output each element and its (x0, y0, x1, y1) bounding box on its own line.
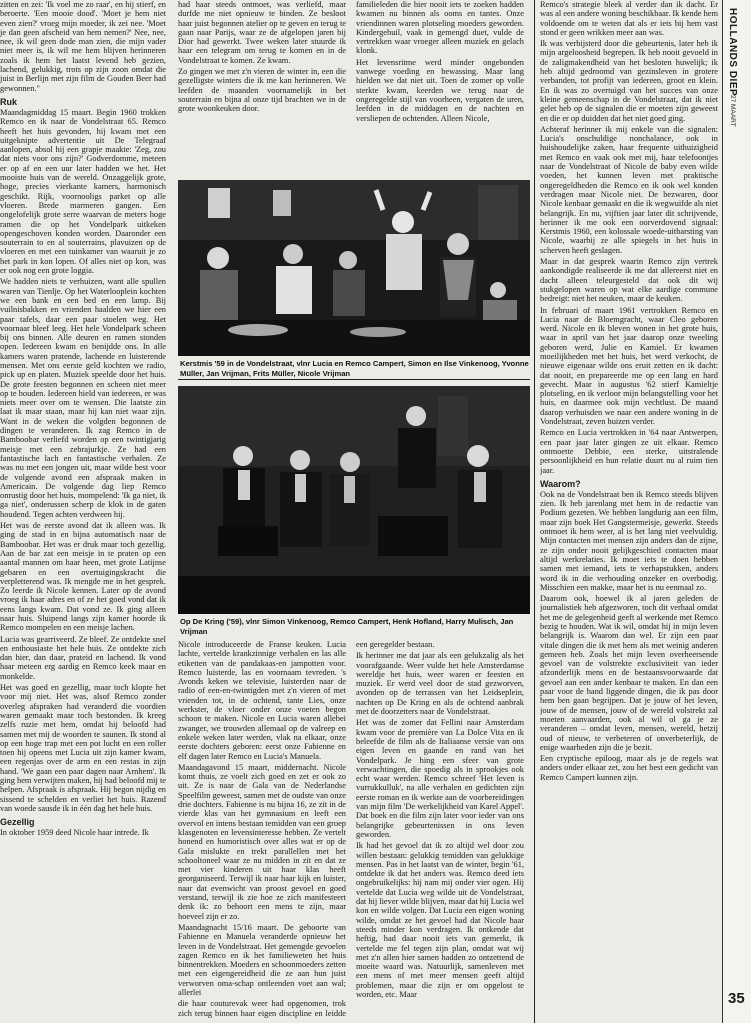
magazine-title: HOLLANDS DIEP (727, 8, 738, 97)
paragraph: had haar steeds ontmoet, was verliefd, maar durfde me niet opnieuw te binden. Ze besloot haar juist begonnen atelier op te geven en terug te gaan naar Parijs, waar ze de afgelopen jaren bij Dior had gewerkt. Twee weken later stuurde ik haar een telegram om terug te komen en in de Vondelstraat te komen. Ze kwam. (178, 0, 346, 65)
photo-christmas-party (178, 180, 530, 356)
paragraph: Daarom ook, hoewel ik al jaren geleden de journalistiek heb afgezworen, toch dit verhaal omdat het me de gelegenheid geeft al werkende met Remco bezig te houden. Wat ik wil, omdat hij in mijn leven belangrijk is. Waarom dan wel. Er zijn een paar vitale dingen die ik met hem als met weinig anderen gemeen heb. Zoals het mijn leven overheersende gevoel van de volstrekte exclusiviteit van ieder afzonderlijk mens en de bestaansvoorwaarde dat gevoel aan een ander kenbaar te maken. En dan een paar voor de hand liggende dingen, die ik pas door hem ben gaan begrijpen. Dat je jouw of het leven, jouw of de mensen, jouw of de wereld volstrekt zal moeten aanvaarden, ook al wil ol ga je ze veranderen – omdat leven, mensen, wereld, hetzij oud of nieuw, te verbeteren of onverbeterlijk, de enige waarheden zijn die je bezit. (540, 594, 718, 752)
paragraph: Een cryptische epiloog, maar als je de regels wat anders onder elkaar zet, zou het best een gedicht van Remco Campert kunnen zijn. (540, 754, 718, 782)
article-column-3 (178, 640, 524, 1023)
paragraph: Remco en Lucia vertrokken in '64 naar Antwerpen, een paar jaar later gingen ze uit elkaar. Remco ontmoette Debbie, een sterke, uitstralende persoonlijkheid en hun relatie duurt nu al ruim tien jaar. (540, 428, 718, 475)
photo-de-kring (178, 386, 530, 614)
paragraph: Het was de zomer dat Fellini naar Amsterdam kwam voor de première van La Dolce Vita en ik beleefde de film als de Italiaanse versie van ons eigen leven en gaande en rand van het Vondelpark. Je hing een sfeer van grote verwachtingen, die spoedig als in sprookjes ook echt waar werden. Remco schreef 'Het leven is vurrukkulluk', na alle verhalen en gedichten zijn eerste roman en ik werkte aan de voorbereidingen van mijn film 'De werkelijkheid van Karel Appel'. Dat boek en die film zijn later voor ieder van ons belangrijke gebeurtenissen in ons leven geworden. (356, 718, 524, 839)
page-sidebar (722, 0, 751, 1023)
paragraph: Ook na de Vondelstraat ben ik Remco steeds blijven zien. Ik heb jarenlang met hem in de redactie van Podium gezeten. We hebben langdurig aan een film, maar zijn boek Het Gangstermeisje, gewerkt. Steeds ontmoet ik hem weer, al is het lang niet veelvuldig. Mijn contacten met mensen zijn anders dan de zijne, ze zijn onder nooit gelijkgeschied contacten maar altijd werkrelaties. Ik moet iets te doen hebben samen met iemand, iets te verhapstukken, anders word ik in die verhouding onzeker en overbodig. Misschien een makke, maar het is nu eenmaal zo. (540, 489, 718, 592)
paragraph: Ik was verbijsterd door die gebeurtenis, later heb ik mijn argeloosheid begrepen. Ik heb nooit gevoeld in de zaligmakendheid van het besloten huwelijk; ik heb altijd gedroomd van gezinsleven in grotere verbanden, tot profijt van iedereen, groot en klein. En ik was zo overtuigd van het succes van onze kleine gemeenschap in de Vondelstraat, dat ik niet gelet heb op de signalen die er moeten zijn geweest en die er op duidden dat het niet goed ging. (540, 39, 718, 123)
paragraph: We hadden niets te verhuizen, want alle spullen waren van Tienlje. Op het Waterlooplein kochten we een bank en een bed en een lamp. Bij vuilnisbakken en vrienden haalden we hier een paar tafels, daar een paar stoelen weg. Het voornaar bleef leeg. Het hele Vondelpark scheen bij ons binnen. Alle deuren en ramen stonden open. Iedereen kwam en benijdde ons. In alle kamers waren pratende, lachende en luisterende mensen. Met ons eerste geld kochten we radio, pick up en platen. Muziek speelde door het huis. De grote feesten begonnen en scheen niet meer op te houden. Iedereen hield van iedereen, er was niets meer over om te wensen. Die laatste zin laat ik maar staan, maar hij kan niet waar zijn. Want in de weken die volgden begonnen de dingen te veranderen. Ik zag Remco in de Bamboobar verliefd worden op een twintigjarig meisje met een zebrajurkje. Ze had een fantastische lach en fantastische verhalen. Ze was nu met een jongen uit, maar wilde best voor de volgende avond een afspraak maken in Americain. De volgende dag liep Remco onrustig door het huis, mompelend: 'Ik ga niet, ik ga niet', onderussen scherp de klok in de gaten houdend. Tegen achten verdween hij. (0, 277, 166, 519)
paragraph: Het levensritme werd minder ongebonden vanwege voeding en bewassing. Maar lang hielden we dat niet uit. Toen de zomer op volle sterkte kwam, keerden we terug naar de ongeregelde stijl van voorheen, vergaten de uren, leefden in de middagen en de nachten en versliepen de ochtenden. Alleen Nicole, (356, 57, 524, 123)
paragraph: In oktober 1959 deed Nicole haar intrede. Ik (0, 828, 149, 838)
paragraph: die haar couturevak weer had opgenomen, trok zich terug binnen haar eigen discipline en leidde een geregelder bestaan. (178, 640, 435, 1018)
photo-caption-christmas: Kerstmis '59 in de Vondelstraat, vlnr Lucia en Remco Campert, Simon en Ilse Vinkenoog, Yvonne Müller, Jan Vrijman, Frits Müller, Nicole Vrijman (180, 359, 529, 378)
paragraph: Maandagavond 15 maart, middernacht. Nicole komt thuis, ze voelt zich goed en zet er ook zo uit. Ze is naar de Gala van de Nederlandse Speelfilm geweest, samen met de oudste van onze drie dochters. Fabienne is nu bijna 16, ze zit in de vierde klas van het gymnasium en leeft een overvol en intens bestaan temidden van een groep klasgenoten en levensinteresse hebben. Ze vertelt honend en humoristisch over alles wat er op de Gala mislukte en trekt parallellen met het schooltoneel waar ze nu midden in zit en dat ze met vier kinderen uit haar klas heeft georganiseerd. Terwijl ik naar haar kijk en luister, naar dat evenwicht van proost gevoel en goed verstand, terwijl ik zie hoe ze zich manifesteert denk ik: zo behoort een mens te zijn, maar hoeveel zijn er zo. (178, 762, 346, 921)
paragraph: Lucia was gearriveerd. Ze bleef. Ze ontdekte snel en enthousiaste het hele huis. Ze ontdekte zich dan hier, dan daar, prateid en lachend. Ik vond haar meteen erg aardig en Remco keek maar en monkelde. (0, 634, 166, 681)
article-column-2 (178, 0, 524, 178)
paragraph: Maandagmiddag 15 maart. Begin 1960 trokken Remco en ik naar de Vondelstraat 65. Remco heeft het huis gevonden, hij kwam met een uitgeknipte advertentie uit De Telegraaf aanlopen, absol hij een grapje maakte: 'Zeg, zou dat niets voor ons zijn?' Godverdomme, meteen er op af en een uur later hadden we het. Het mooiste huis van de wereld. Onzaggelijk grote, hoge, precies vierkante kamers, harmonisch geschikt. Rijk, voornooligs parket op alle vloeren. Brede marmeren gangen. Een ongelofelijk grote serre waarvan de meters hoge ramen die op het Vondelpark uitkeken opengeschoven konden worden. Daaronder een souterrain to en al souterrains, plavuizen op de vloeren en met een tuinkamer van waaruit je zo het park in kon lopen. Of alles niet op kon, was er ook nog een grote loggia. (0, 107, 166, 276)
paragraph: Het was de eerste avond dat ik alleen was. Ik ging de stad in en bijna automatisch naar de Bamboobar. Het was er druk maar toch gezellig. Aan de bar zat een meisje in te praten op een aantal mannen om haar heen, met grote Latijnse gebaren en een overtuigingskracht die verpletterend was. Ik mengde me in het gesprek. Zo leerde ik Nicole kennen. Later op de avond vroeg ik haar adres en of ze het goed vond dat ik eens langs kwam. Dat vond ze. Ik ging alleen naar huis. Sluipend langs zijn kamer hoorde ik Remco mompelen en een meisje lachen. (0, 521, 166, 633)
caption-divider (178, 379, 530, 380)
paragraph: Het was goed en gezellig, maar toch klopte het voor mij niet. Het was, alsof Remco zonder overleg afspraken had veranderd die voordien waren gemaakt maar toch bestonden. Ik kreeg zelfs ruzie met hem, omdat hij beloofd had samen met mij de woorden te saunen. Ik stond al op een hoge trap met een pot lucht en een roller toen hij opeens met Lucia uit zijn kamer kwam, een regenjas over de arm en een restas in zijn hand. 'We gaan een paar dagen naar Arnhem'. Ik ging hem verwijten maken, hij had beloofd mij te helpen. Afspraak is afspraak. Hij begon nijdig en sissend te schelden en verliet het huis. Razend van woede sausde ik in één dag het hele huis. (0, 683, 166, 813)
paragraph: Maandagnacht 15/16 maart. De geboorte van Fabienne en Manuela veranderde opnieuw het leven in de Vondelstraat. Het gemengde gevoelen zagen Remco en ik het familieweten het huis binnentrekken. Moeders en schoonmoeders zetten met een eigengereidheid die ze aan hun juist verworven oma-schap ontleenden voet aan wal; allerlei (178, 922, 346, 997)
paragraph: Remco's strategie bleek al verder dan ik dacht. Er was al een andere woning beschikbaar. Ik kende hem voldoende om te weten dat als er iets bij hem vast stond er geen wrikken meer aan was. (540, 0, 718, 37)
photo-caption-de-kring: Op De Kring ('59), vlnr Simon Vinkenoog, Remco Campert, Henk Hofland, Harry Mulisch, Jan Vrijman (180, 617, 514, 636)
page-number: 35 (728, 990, 745, 1007)
section-heading: Gezellig (0, 817, 35, 828)
paragraph: Maar in dat gesprek waarin Remco zijn vertrek aankondigde realiseerde ik me dat allereerst niet en dacht alleen teleurgesteld dat ook dit wij stukgelopen waren op wat elke aardige commune bedreigt: niet het neuken, maar de keuken. (540, 257, 718, 304)
article-column-1 (0, 0, 166, 1023)
paragraph: Ik had het gevoel dat ik zo altijd wel door zou willen bestaan: gelukkig temidden van gelukkige mensen. Pas in het laatst van de winter, begin '61, ontdekte ik dat het anders was. Remco deed iets ongebruikelijks: hij nam mij onder vier ogen. Hij vertelde dat Lucia weg wilde uit de Vondelstraat, dat hij liever wilde blijven, maar dat hij Lucia wel kon en wilde volgen. Dat Lucia een eigen woning wilde, omdat ze het gevoel had dat Nicole haar steeds minder kon verdragen. Ik ontkende dat heftig, had daar nooit iets van gemerkt, ik vertelde me fel tegen zijn plan, omdat wat wij met z'n allen hier samen hadden zo ontzettend de moeite waard was. Natuurlijk, samenleven met een mens of met meer mensen geeft altijd problemen, maar die zijn er om opgelost te worden, etc. Maar (356, 841, 524, 999)
paragraph: familieleden die hier nooit iets te zoeken hadden kwamen nu binnen als ooms en tantes. Onze vriendinnen waren plotseling moeders geworden. Kindergehuil, vaak in gemengd duet, vulde de vertrekken waar vroeger alleen muziek en gelach klonk. (356, 0, 524, 56)
issue-date: 27 MAART (729, 95, 736, 127)
paragraph: Ik herinner me dat jaar als een gelukzalig als het voorafgaande. Weer vulde het hele Amsterdamse wereldje het huis, weer waren er feesten en muziek. Er werd veel door de stad gezworven, avonden op de terrassen van het Leidseplein, nachten op De Kring en als de ochtend aanbrak met de doorzetters naar de Vondelstraat. (356, 651, 524, 717)
section-heading: Ruk (0, 96, 18, 107)
paragraph: In februari of maart 1961 vertrokken Remco en Lucia naar de Bloemgracht, waar Cleo geboren werd. Nicole en ik bleven wonen in het grote huis, waar in april van het jaar daarop onze tweeling geboren werd, Julie en Kamiel. Er kwamen moeilijkheden met het huis, het werd verkocht, de nieuwe eigenaar wilde ons eruit zetten en ik dacht: dat nooit, en prepareerde me op een lang en hard gevecht. Maar in augustus '62 stierf Kamieltje plotseling, en ik verloor mijn belangstelling voor het huis, en daarmee ook mijn vechtlust. De maand daarop verhuisden we naar een andere woning in de Vondelstraat, zeven huizen verder. (540, 305, 718, 427)
paragraph: Achteraf herinner ik mij enkele van die signalen: Lucia's onschuldige nonchalance, ook in huishoudelijke zaken, haar frequente uithuizigheid met Remco en vaak ook met mij, haar telefoontjes naar de Vondelstraat of Nicole de baby even wilde voeden, het kunnen leven met praktische ongeregeldheden die Remco en ik ook wel konden verdragen maar Nicole niet. De bezwaren, door Nicole kenbaar gemaakt en die ik wegwuifde als niet belangrijk. En nu, vijftien jaar later dit schrijvende, herinner ik me ook een oorverdovend signaal: Kerstmis 1960, een kolossale woede-uitbarsting van Nicole, waarbij ze alle spiegels in het huis in scherven heeft geslagen. (540, 124, 718, 255)
section-heading: Waarom? (540, 478, 581, 489)
paragraph: zitten en zei: 'Ik voel me zo raar', en hij stierf, en beroerte. 'Een mooie dood'. 'Moet je hem niet even zien?' vroeg mijn moeder, ik zei nee. 'Moet je dan geen afscheid van hem nemen?' Nee, nee, nee, ik wil geen dode man zien, die mijn vader niet meer is, ik wil me hem blijven herinneren zoals ik hem het laatst levend heb gezien, lachend, gelukkig, trots op zijn zoon omdat die juist in Berlijn met zijn film de Gouden Beer had gewonnen." (0, 0, 166, 93)
article-column-4 (540, 0, 718, 1023)
paragraph: Nicole introduceerde de Franse keuken. Lucia lachte, vertelde krankzinnige verhalen en las alle etiketten van de pandakaas-en jampotten voor. Remco luisterde, las en voornaam tevreden. 's Avonds keken we televisie, luisterden naar de radio of een-en-twintigden met z'n vieren of met vrienden tot, in de ochtend, tante Lies, onze werkster, de vloer onder onze voeten begon schoon te maken. Nicole en Lucia waren allebei zwanger, we trouwden allemaal op de valreep en enkele weken later werden, vlak na elkaar, onze eerste dochters geboren: eerst onze Fabienne en elf dagen later Remco en Lucia's Manuela. (178, 640, 346, 761)
paragraph: Zo gingen we met z'n vieren de winter in, een die gezelligste winters die ik me kan herinneren. We leefden de maanden voornamelijk in het souterrain en bijna al onze tijd brachten we in de grote woonkeuken door. (178, 67, 346, 114)
column-divider (534, 0, 535, 1023)
